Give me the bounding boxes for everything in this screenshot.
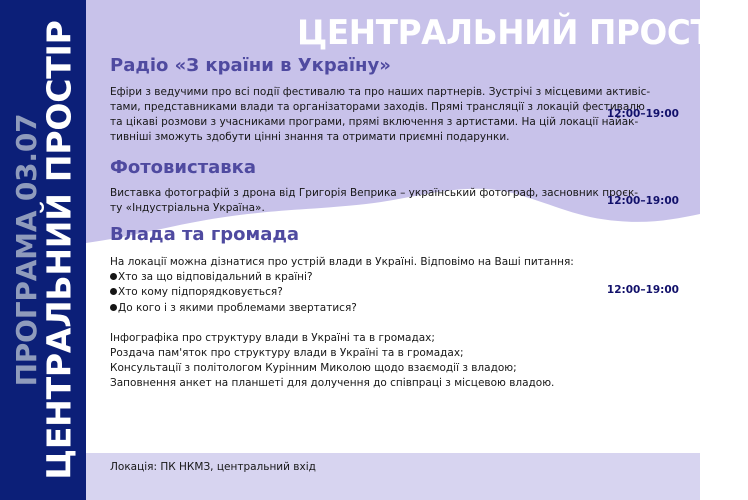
government-community-time: 12:00–19:00	[606, 284, 679, 296]
side-text-group	[0, 0, 86, 500]
question-text: До кого і з якими проблемами звертатися?	[118, 301, 357, 314]
activity-list-line: Роздача пам'яток про структуру влади в Україні та в громадах;	[110, 347, 464, 360]
activity-list-line: Інфографіка про структуру влади в Україні та в громадах;	[110, 331, 435, 344]
activity-list-line: Заповнення анкет на планшеті для долучення до співпраці з місцевою владою.	[110, 377, 555, 390]
radio-time: 12:00–19:00	[606, 108, 679, 120]
photo-exhibition-time: 12:00–19:00	[606, 195, 679, 207]
government-community-title: Влада та громада	[110, 224, 300, 245]
question-text: Хто кому підпорядковується?	[118, 286, 283, 299]
page-header-title: ЦЕНТРАЛЬНИЙ ПРОСТІР	[297, 13, 748, 53]
radio-description-line: тами, представниками влади та організаторами заходів. Прямі трансляції з локацій фестивалю	[110, 101, 645, 113]
question-list-item	[110, 301, 610, 316]
radio-description-line: Ефіри з ведучими про всі події фестивалю та про наших партнерів. Зустрічі з місцевими активіс-	[110, 86, 651, 98]
side-program-strip	[0, 0, 86, 500]
radio-description-line: та цікаві розмови з учасниками програми, прямі включення з артистами. На цій локації найак-	[110, 116, 639, 128]
bullet-dot-icon	[110, 288, 117, 295]
question-list-item	[110, 270, 610, 285]
question-list-item	[110, 285, 610, 300]
bullet-dot-icon	[110, 304, 117, 311]
radio-section-title: Радіо «З країни в Україну»	[110, 55, 391, 76]
side-program-label: ПРОГРАМА 03.07	[10, 113, 43, 387]
photo-exhibition-title: Фотовиставка	[110, 157, 257, 178]
side-space-label: ЦЕНТРАЛЬНИЙ ПРОСТІР	[39, 20, 79, 480]
photo-description-line: Виставка фотографій з дрона від Григорія Веприка – український фотограф, засновник проєк-	[110, 187, 639, 199]
question-text: Хто за що відповідальний в країні?	[118, 271, 313, 284]
photo-description-line: ту «Індустріальна Україна».	[110, 202, 265, 214]
location-text: Локація: ПК НКМЗ, центральний вхід	[110, 461, 316, 473]
radio-description-line: тивніші зможуть здобути цінні знання та отримати приємні подарунки.	[110, 131, 510, 143]
bullet-dot-icon	[110, 273, 117, 280]
government-intro-line: На локації можна дізнатися про устрій влади в Україні. Відповімо на Ваші питання:	[110, 256, 574, 268]
paragraph-gap	[110, 316, 610, 331]
photo-exhibition-description	[110, 186, 639, 216]
government-community-description	[110, 255, 610, 392]
activity-list-line: Консультації з політологом Курінним Миколою щодо взаємодії з владою;	[110, 362, 517, 375]
